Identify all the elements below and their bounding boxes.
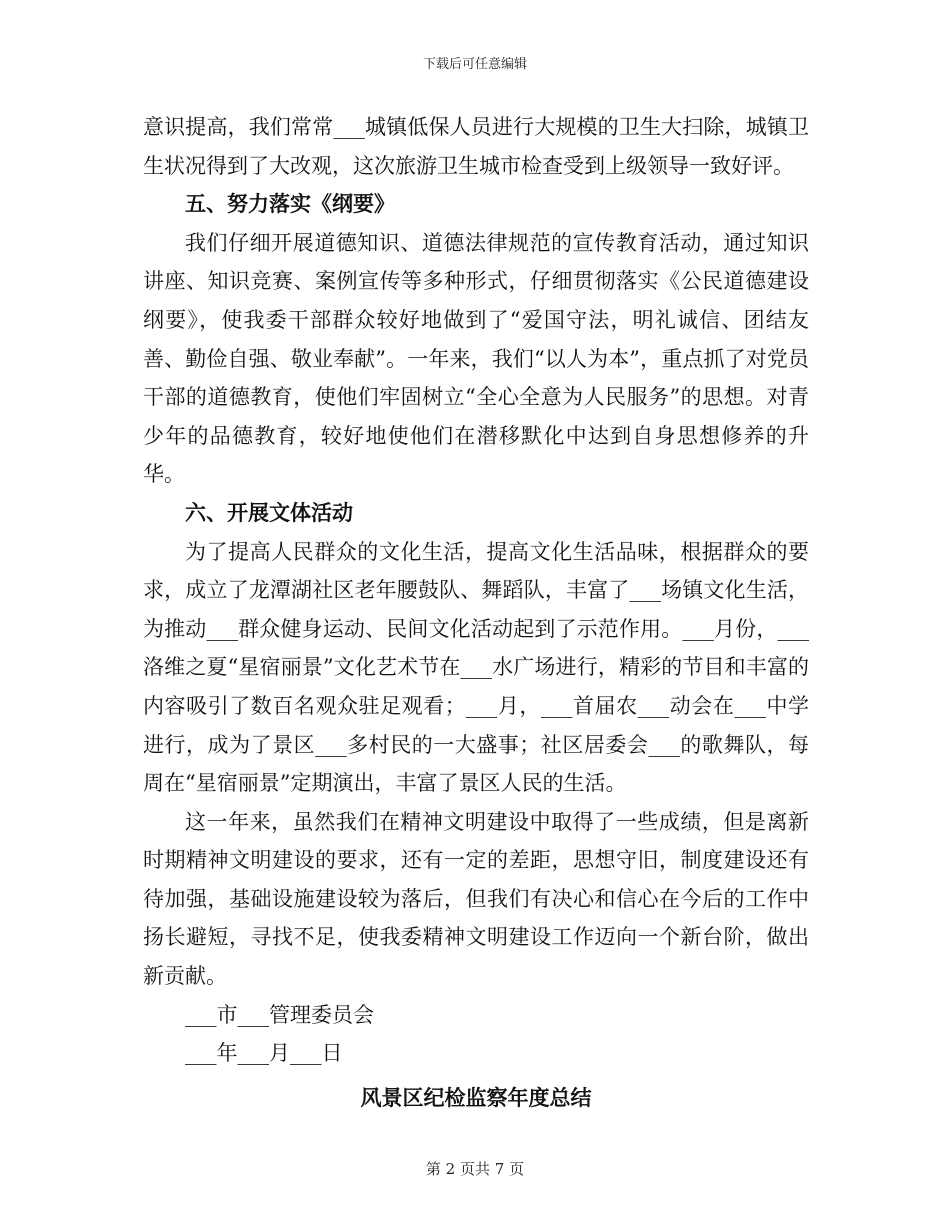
paragraph-section-6: 为了提高人民群众的文化生活，提高文化生活品味，根据群众的要求，成立了龙潭湖社区老年腰鼓队、舞蹈队，丰富了___场镇文化生活，为推动___群众健身运动、民间文化活动起到了示范作用。___月份，___洛维之夏“星宿丽景”文化艺术节在___水广场进行，精彩的节目和丰富的内容吸引了数百名观众驻足观看；___月，___首届农___动会在___中学进行，成为了景区___多村民的一大盛事；社区居委会___的歌舞队，每周在“星宿丽景”定期演出，丰富了景区人民的生活。	[143, 539, 809, 796]
next-document-title: 风景区纪检监察年度总结	[360, 1085, 592, 1110]
paragraph-conclusion: 这一年来，虽然我们在精神文明建设中取得了一些成绩，但是离新时期精神文明建设的要求，还有一定的差距，思想守旧，制度建设还有待加强，基础设施建设较为落后，但我们有决心和信心在今后的工作中扬长避短，寻找不足，使我委精神文明建设工作迈向一个新台阶，做出新贡献。	[143, 809, 809, 989]
document-body	[143, 108, 809, 1117]
page-header: 下载后可任意编辑	[422, 57, 527, 72]
paragraph-continued: 意识提高，我们常常___城镇低保人员进行大规模的卫生大扫除，城镇卫生状况得到了大改观，这次旅游卫生城市检查受到上级领导一致好评。	[143, 115, 809, 178]
section-heading-6: 六、开展文体活动	[185, 500, 353, 525]
page-number: 第 2 页共 7 页	[425, 1160, 525, 1178]
signature-date: ___年___月___日	[185, 1041, 343, 1066]
signature-organization: ___市___管理委员会	[185, 1002, 374, 1027]
paragraph-section-5: 我们仔细开展道德知识、道德法律规范的宣传教育活动，通过知识讲座、知识竞赛、案例宣传等多种形式，仔细贯彻落实《公民道德建设纲要》，使我委干部群众较好地做到了“爱国守法，明礼诚信、团结友善、勤俭自强、敬业奉献”。一年来，我们“以人为本”，重点抓了对党员干部的道德教育，使他们牢固树立“全心全意为人民服务”的思想。对青少年的品德教育，较好地使他们在潜移默化中达到自身思想修养的升华。	[143, 230, 809, 487]
section-heading-5: 五、努力落实《纲要》	[185, 192, 395, 217]
